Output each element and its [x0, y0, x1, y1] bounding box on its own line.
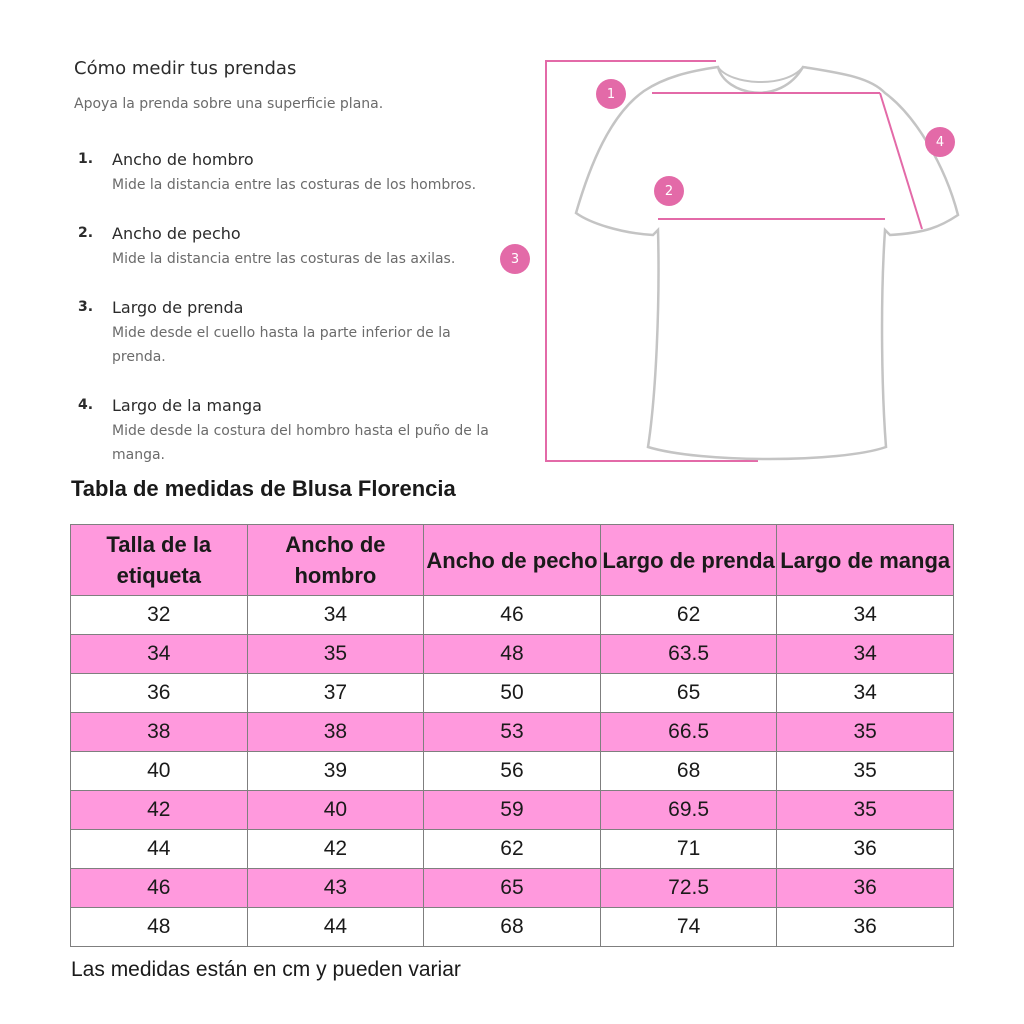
- tshirt-body: [576, 67, 958, 459]
- table-cell: 72.5: [600, 869, 777, 908]
- step-number: 1.: [78, 151, 94, 167]
- size-table: [70, 524, 954, 947]
- header-cell: Ancho de pecho: [424, 525, 601, 596]
- table-cell: 46: [424, 596, 601, 635]
- marker-4-badge: 4: [925, 127, 955, 157]
- table-cell: 48: [424, 635, 601, 674]
- header-cell: Largo de manga: [777, 525, 954, 596]
- sleeve-measure-line: [880, 93, 922, 229]
- table-cell: 63.5: [600, 635, 777, 674]
- table-row: [71, 869, 954, 908]
- table-cell: 35: [777, 713, 954, 752]
- table-cell: 34: [777, 674, 954, 713]
- table-row: [71, 596, 954, 635]
- table-cell: 35: [777, 791, 954, 830]
- table-cell: 53: [424, 713, 601, 752]
- step-number: 2.: [78, 225, 94, 241]
- measuring-guide: [0, 0, 540, 470]
- table-cell: 68: [600, 752, 777, 791]
- table-row: [71, 674, 954, 713]
- tshirt-outline-icon: [540, 55, 970, 470]
- table-cell: 62: [600, 596, 777, 635]
- table-cell: 42: [71, 791, 248, 830]
- header-cell: Ancho de hombro: [247, 525, 424, 596]
- guide-title: Cómo medir tus prendas: [74, 58, 297, 79]
- table-cell: 34: [71, 635, 248, 674]
- table-cell: 32: [71, 596, 248, 635]
- step-description: Mide desde el cuello hasta la parte inferior de la prenda.: [112, 325, 451, 365]
- table-cell: 50: [424, 674, 601, 713]
- garment-diagram: [540, 55, 970, 470]
- step-number: 3.: [78, 299, 94, 315]
- guide-subtitle: Apoya la prenda sobre una superficie plana.: [74, 96, 384, 112]
- table-cell: 48: [71, 908, 248, 947]
- footnote: Las medidas están en cm y pueden variar: [71, 958, 461, 981]
- table-title: Tabla de medidas de Blusa Florencia: [71, 476, 456, 501]
- marker-1-badge: 1: [596, 79, 626, 109]
- table-cell: 34: [247, 596, 424, 635]
- table-cell: 36: [777, 830, 954, 869]
- table-cell: 35: [247, 635, 424, 674]
- table-cell: 40: [247, 791, 424, 830]
- table-cell: 38: [247, 713, 424, 752]
- table-cell: 56: [424, 752, 601, 791]
- table-cell: 65: [424, 869, 601, 908]
- table-cell: 65: [600, 674, 777, 713]
- step-number: 4.: [78, 397, 94, 413]
- table-cell: 74: [600, 908, 777, 947]
- table-cell: 42: [247, 830, 424, 869]
- table-row: [71, 752, 954, 791]
- table-row: [71, 635, 954, 674]
- marker-3-badge: 3: [500, 244, 530, 274]
- table-cell: 66.5: [600, 713, 777, 752]
- table-cell: 36: [777, 869, 954, 908]
- table-body: [71, 596, 954, 947]
- header-cell: Talla de la etiqueta: [71, 525, 248, 596]
- table-cell: 38: [71, 713, 248, 752]
- table-cell: 44: [247, 908, 424, 947]
- table-cell: 59: [424, 791, 601, 830]
- marker-2-badge: 2: [654, 176, 684, 206]
- table-row: [71, 791, 954, 830]
- table-cell: 68: [424, 908, 601, 947]
- table-row: [71, 713, 954, 752]
- table-cell: 44: [71, 830, 248, 869]
- step-title: Ancho de hombro: [112, 150, 254, 169]
- table-cell: 62: [424, 830, 601, 869]
- table-cell: 39: [247, 752, 424, 791]
- table-cell: 36: [71, 674, 248, 713]
- step-description: Mide la distancia entre las costuras de las axilas.: [112, 251, 456, 267]
- table-cell: 36: [777, 908, 954, 947]
- tshirt-collar: [718, 67, 803, 82]
- length-measure-line: [546, 61, 758, 461]
- table-cell: 71: [600, 830, 777, 869]
- step-description: Mide la distancia entre las costuras de los hombros.: [112, 177, 477, 193]
- header-cell: Largo de prenda: [600, 525, 777, 596]
- table-cell: 46: [71, 869, 248, 908]
- table-cell: 69.5: [600, 791, 777, 830]
- table-row: [71, 830, 954, 869]
- step-description: Mide desde la costura del hombro hasta el puño de la manga.: [112, 423, 489, 463]
- table-row: [71, 908, 954, 947]
- step-title: Ancho de pecho: [112, 224, 241, 243]
- table-cell: 37: [247, 674, 424, 713]
- step-title: Largo de la manga: [112, 396, 262, 415]
- table-cell: 40: [71, 752, 248, 791]
- table-cell: 34: [777, 635, 954, 674]
- step-title: Largo de prenda: [112, 298, 244, 317]
- table-cell: 34: [777, 596, 954, 635]
- table-header-row: [71, 525, 954, 596]
- table-cell: 43: [247, 869, 424, 908]
- table-cell: 35: [777, 752, 954, 791]
